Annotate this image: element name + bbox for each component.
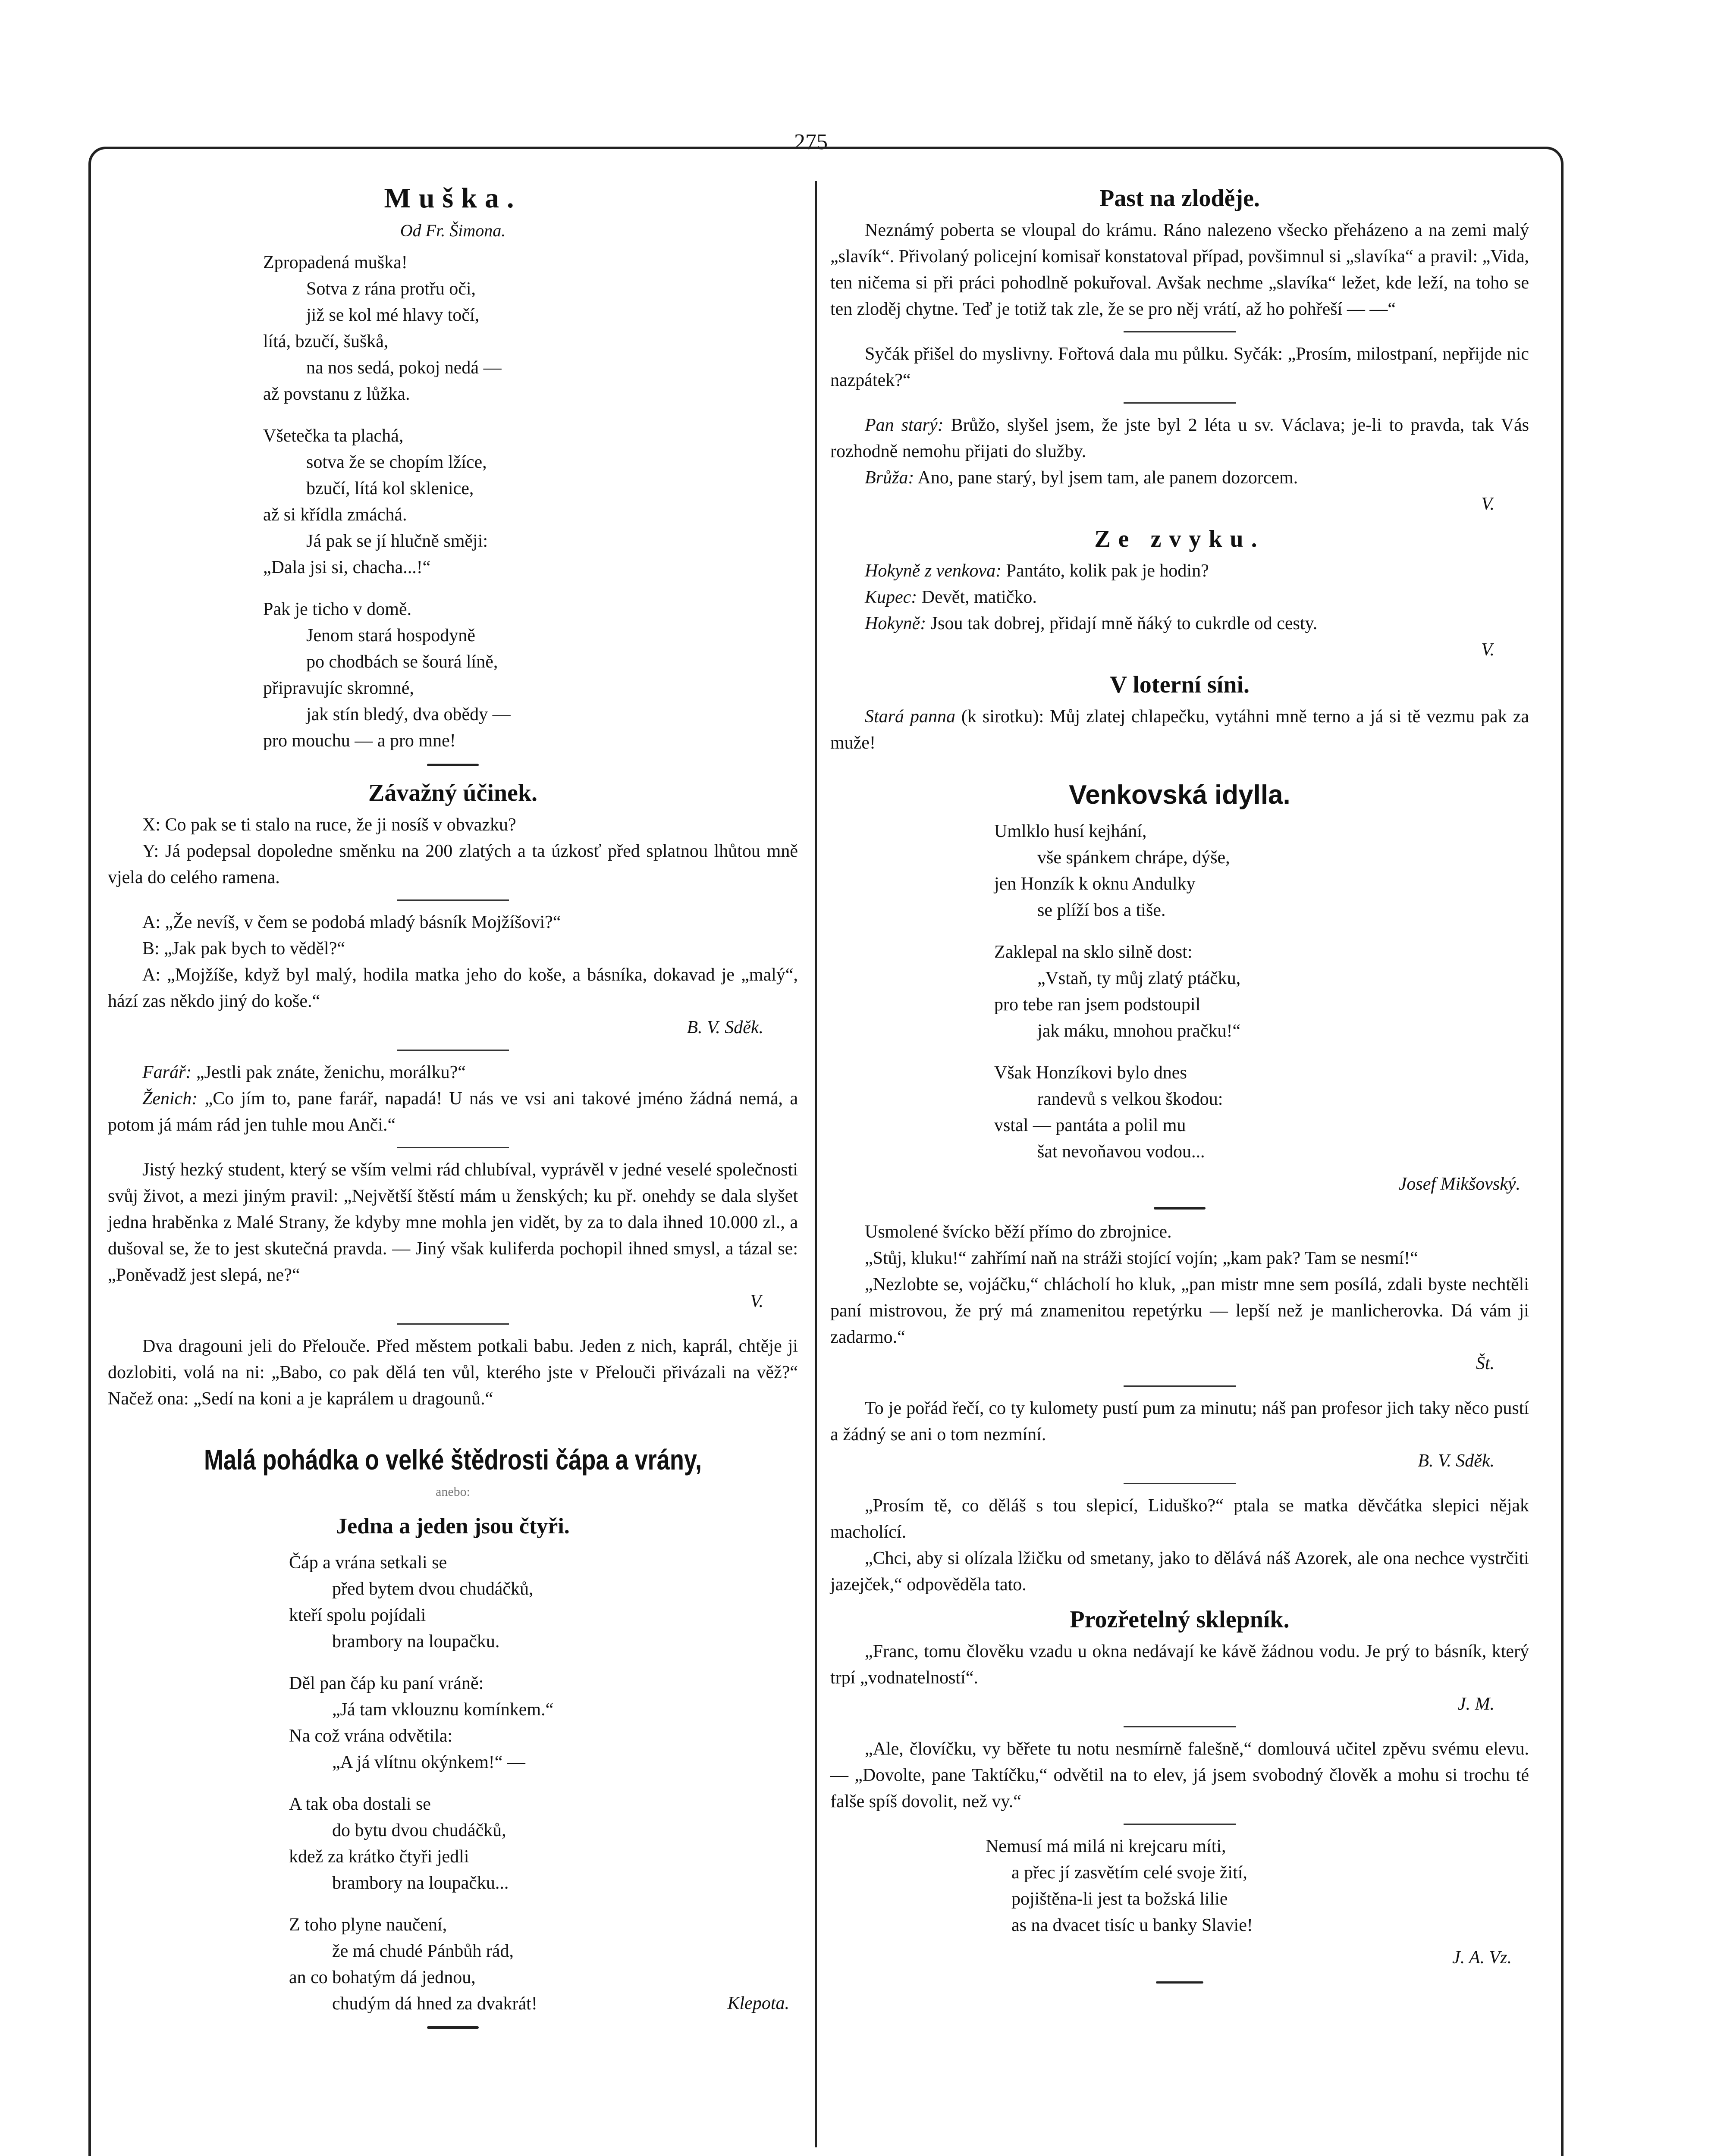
mojzis-b: B: „Jak pak bych to věděl?“ — [142, 939, 345, 959]
zvyku-line-2 — [830, 584, 1529, 611]
poem-line: Pak je ticho v domě. — [263, 599, 412, 619]
poem-line: jak máku, mnohou pračku!“ — [1037, 1021, 1241, 1041]
poem-line: chudým dá hned za dvakrát! — [332, 1994, 537, 2014]
sklepnik-signature: J. M. — [1457, 1694, 1495, 1714]
poem-line: připravujíc skromné, — [263, 678, 414, 698]
poem-line: „Dala jsi si, chacha...!“ — [263, 558, 431, 577]
zavazny-x: X: Co pak se ti stalo na ruce, že ji nosíš v obvazku? — [142, 815, 516, 835]
speech: Jsou tak dobrej, přidají mně ňáký to cukrdle od cesty. — [930, 614, 1318, 633]
bruza-line-1 — [830, 412, 1529, 465]
rule-divider — [1124, 1726, 1236, 1727]
nemusi-signature: J. A. Vz. — [1452, 1948, 1512, 1968]
taktik-text: „Ale, človíčku, vy běřete tu notu nesmírně falešně,“ domlouvá učitel zpěvu svému elevu. — „Dovolte, pane Taktíčku,“ odvětil na to elev, já jsem svobodný člověk a mohu si trochu té falše spíš dovolit, než vy.“ — [830, 1739, 1529, 1811]
rule-divider — [397, 899, 509, 901]
mojzis-a1: A: „Že nevíš, v čem se podobá mladý básník Mojžíšovi?“ — [142, 912, 561, 932]
poem-line: as na dvacet tisíc u banky Slavie! — [1011, 1915, 1253, 1935]
speaker-name: Stará panna — [865, 707, 955, 727]
svicko-p1: Usmolené švícko běží přímo do zbrojnice. — [865, 1222, 1172, 1242]
sklepnik-title: Prozřetelný sklepník. — [1070, 1606, 1290, 1633]
muska-title: Muška. — [384, 182, 522, 214]
speaker-name: Farář: — [142, 1062, 192, 1082]
poem-line: Umlklo husí kejhání, — [994, 821, 1147, 841]
poem-line: „Vstaň, ty můj zlatý ptáčku, — [1037, 968, 1241, 988]
poem-line: kdež za krátko čtyři jedli — [289, 1847, 469, 1867]
past-title: Past na zloděje. — [1099, 185, 1260, 212]
poem-line: až povstanu z lůžka. — [263, 384, 410, 404]
poem-line: pro tebe ran jsem podstoupil — [994, 995, 1201, 1015]
poem-line: pojištěna-li jest ta božská lilie — [1011, 1889, 1228, 1909]
rule-divider — [1124, 1483, 1236, 1484]
zavazny-y: Y: Já podepsal dopoledne směnku na 200 zlatých a ta úzkosť před splatnou lhůtou mně vjela do celého ramena. — [108, 841, 798, 887]
zvyku-line-1 — [830, 558, 1529, 584]
poem-line: před bytem dvou chudáčků, — [332, 1579, 534, 1599]
poem-line: sotva že se chopím lžíce, — [306, 452, 487, 472]
mojzis-a2: A: „Mojžíše, když byl malý, hodila matka jeho do koše, a básníka, dokavad je „malý“, hází zas někdo jiný do koše.“ — [108, 965, 798, 1011]
pum-text: To je pořád řečí, co ty kulomety pustí pum za minutu; náš pan profesor jich taky něco pustí a žádný se ani o tom nezmíní. — [830, 1398, 1529, 1445]
zvyku-title: Ze zvyku. — [1094, 526, 1265, 552]
sklepnik-text: „Franc, tomu člověku vzadu u okna nedávají ke kávě žádnou vodu. Je prý to básník, který trpí „vodnatelností“. — [830, 1642, 1529, 1688]
pohadka-anebo: anebo: — [436, 1485, 470, 1499]
poem-line: brambory na loupačku. — [332, 1632, 500, 1651]
speaker-name: Hokyně z venkova: — [865, 561, 1002, 581]
poem-line: Děl pan čáp ku paní vráně: — [289, 1673, 484, 1693]
poem-line: Sotva z rána protřu oči, — [306, 279, 476, 299]
poem-line: že má chudé Pánbůh rád, — [332, 1941, 514, 1961]
poem-line: Jenom stará hospodyně — [306, 626, 475, 646]
speech: Pantáto, kolik pak je hodin? — [1006, 561, 1209, 581]
speaker-name: Hokyně: — [865, 614, 926, 633]
speech: Brůžo, slyšel jsem, že jste byl 2 léta u sv. Václava; je-li to pravda, tak Vás rozhodně nemohu přijati do služby. — [830, 415, 1529, 461]
nemusi-poem — [830, 1833, 1529, 1939]
poem-line: randevů s velkou škodou: — [1037, 1089, 1223, 1109]
muska-poem — [108, 250, 798, 754]
speech: (k sirotku): Můj zlatej chlapečku, vytáhni mně terno a já si tě vezmu pak za muže! — [830, 707, 1529, 753]
poem-line: Všetečka ta plachá, — [263, 426, 404, 446]
rule-divider — [1124, 1824, 1236, 1825]
lidusko-p2: „Chci, aby si olízala lžičku od smetany, jako to dělává náš Azorek, ale ona nechce vystrčiti jazejček,“ odpověděla tato. — [830, 1548, 1529, 1595]
lidusko-p1: „Prosím tě, co děláš s tou slepicí, Liduško?“ ptala se matka děvčátka slepici nějak macholící. — [830, 1496, 1529, 1542]
student-signature: V. — [750, 1291, 763, 1311]
page-number: 275 — [794, 130, 828, 154]
zvyku-signature: V. — [1481, 640, 1495, 660]
poem-line: A tak oba dostali se — [289, 1794, 431, 1814]
svicko-p2: „Stůj, kluku!“ zahřímí naň na stráži stojící vojín; „kam pak? Tam se nesmí!“ — [865, 1248, 1418, 1268]
speech: „Jestli pak znáte, ženichu, morálku?“ — [196, 1062, 466, 1082]
poem-line: brambory na loupačku... — [332, 1873, 509, 1893]
speech: „Co jím to, pane farář, napadá! U nás ve vsi ani takové jméno žádná nemá, a potom já mám rád jen tuhle mou Anči.“ — [108, 1089, 798, 1135]
rule-divider — [1124, 402, 1236, 404]
poem-line: Čáp a vrána setkali se — [289, 1553, 447, 1573]
speech: Devět, matičko. — [921, 587, 1037, 607]
poem-line: jen Honzík k oknu Andulky — [994, 874, 1196, 894]
pum-signature: B. V. Sděk. — [1418, 1451, 1495, 1471]
ornament-divider — [1156, 1981, 1203, 1984]
poem-line: lítá, bzučí, šuškå, — [263, 332, 389, 351]
poem-line: na nos sedá, pokoj nedá — — [306, 358, 502, 378]
bruza-signature: V. — [1481, 494, 1495, 514]
poem-line: bzučí, lítá kol sklenice, — [306, 479, 474, 498]
ornament-divider — [427, 764, 479, 766]
loterni-text — [830, 704, 1529, 756]
poem-line: šat nevoňavou vodou... — [1037, 1142, 1205, 1162]
past-text: Neznámý poberta se vloupal do krámu. Ráno nalezeno všecko přeházeno a na zemi malý „slavík“. Přivolaný policejní komisař konstatoval případ, povšimnul si „slavíka“ a pravil: „Vida, ten ničema si při práci pohodlně pokuřoval. Avšak nechme „slavíka“ ležet, kde leží, na toho se ten zloděj chytne. Teď je totiž tak zle, že se pro něj vrátí, až ho pohřeší — —“ — [830, 220, 1529, 319]
poem-line: a přec jí zasvětím celé svoje žití, — [1011, 1863, 1247, 1883]
right-column — [830, 177, 1529, 1994]
pohadka-subtitle: Jedna a jeden jsou čtyři. — [336, 1514, 570, 1539]
pohadka-title: Malá pohádka o velké štědrosti čápa a vrány, — [204, 1444, 702, 1476]
poem-line: již se kol mé hlavy točí, — [306, 305, 480, 325]
speaker-name: Brůža: — [865, 468, 914, 488]
poem-line: an co bohatým dá jednou, — [289, 1968, 476, 1987]
poem-line: se plíží bos a tiše. — [1037, 900, 1166, 920]
pohadka-signature: Klepota. — [727, 1993, 789, 2013]
pohadka-poem — [108, 1550, 798, 2017]
column-divider — [815, 181, 817, 2147]
poem-line: Zpropadená muška! — [263, 253, 408, 273]
rule-divider — [1124, 331, 1236, 332]
farar-answer — [108, 1086, 798, 1138]
student-anecdote: Jistý hezký student, který se vším velmi rád chlubíval, vyprávěl v jedné veselé společnosti svůj život, a mezi jiným pravil: „Největší štěstí mám u ženských; ku př. onehdy se dala slyšet jedna hraběnka z Malé Strany, že kdyby mne mohla jen vidět, by za to dala ihned 10.000 zl., a dušoval se, že to jest skutečná pravda. — Jiný však kuliferda pochopil ihned smysl, a tázal se: „Poněvadž jest slepá, ne?“ — [108, 1160, 798, 1285]
poem-line: vstal — pantáta a polil mu — [994, 1116, 1186, 1135]
rule-divider — [397, 1323, 509, 1325]
poem-line: „A já vlítnu okýnkem!“ — — [332, 1752, 525, 1772]
muska-author: Od Fr. Šimona. — [400, 221, 506, 240]
poem-line: Na což vrána odvětila: — [289, 1726, 452, 1746]
idylla-signature: Josef Mikšovský. — [1398, 1174, 1520, 1194]
poem-line: Já pak se jí hlučně směji: — [306, 531, 488, 551]
speaker-name: Kupec: — [865, 587, 917, 607]
poem-line: Z toho plyne naučení, — [289, 1915, 447, 1935]
poem-line: jak stín bledý, dva obědy — — [306, 705, 511, 724]
poem-line: vše spánkem chrápe, dýše, — [1037, 848, 1230, 868]
poem-line: „Já tam vklouznu komínkem.“ — [332, 1700, 554, 1720]
zvyku-line-3 — [830, 611, 1529, 637]
bruza-line-2 — [830, 465, 1529, 491]
sycak-text: Syčák přišel do myslivny. Fořtová dala mu půlku. Syčák: „Prosím, milostpaní, nepřijde nic nazpátek?“ — [830, 344, 1529, 390]
svicko-p3: „Nezlobte se, vojáčku,“ chlácholí ho kluk, „pan mistr mne sem posílá, zdali byste nechtěli paní mistrovou, že prý má znamenitou repetýrku — lepší než je manlicherovka. Dá vám ji zadarmo.“ — [830, 1275, 1529, 1347]
poem-line: kteří spolu pojídali — [289, 1605, 426, 1625]
poem-line: do bytu dvou chudáčků, — [332, 1821, 506, 1840]
speech: Ano, pane starý, byl jsem tam, ale panem dozorcem. — [917, 468, 1298, 488]
mojzis-signature: B. V. Sděk. — [687, 1018, 763, 1037]
poem-line: Nemusí má milá ni krejcaru míti, — [986, 1836, 1226, 1856]
rule-divider — [397, 1050, 509, 1051]
rule-divider — [397, 1147, 509, 1148]
idylla-title: Venkovská idylla. — [1069, 780, 1290, 810]
poem-line: až si křídla zmáchá. — [263, 505, 407, 525]
speaker-name: Pan starý: — [865, 415, 944, 435]
rule-divider — [1124, 1385, 1236, 1387]
poem-line: Však Honzíkovi bylo dnes — [994, 1063, 1187, 1083]
poem-line: Zaklepal na sklo silně dost: — [994, 942, 1193, 962]
poem-line: pro mouchu — a pro mne! — [263, 731, 456, 751]
idylla-poem — [830, 818, 1529, 1165]
left-column — [108, 177, 798, 2038]
farar-question — [108, 1059, 798, 1086]
loterni-title: V loterní síni. — [1109, 671, 1250, 698]
poem-line: po chodbách se šourá líně, — [306, 652, 498, 672]
dragouni-anecdote: Dva dragouni jeli do Přelouče. Před městem potkali babu. Jeden z nich, kaprál, chtěje ji dozlobiti, volá na ni: „Babo, co pak dělá ten vůl, kterého jste v Přelouči přivázali na věž?“ Načež ona: „Sedí na koni a je kaprálem u dragounů.“ — [108, 1336, 798, 1409]
zavazny-title: Závažný účinek. — [368, 780, 538, 806]
speaker-name: Ženich: — [142, 1089, 198, 1109]
ornament-divider — [427, 2026, 479, 2029]
svicko-signature: Št. — [1476, 1354, 1495, 1373]
ornament-divider — [1154, 1207, 1206, 1210]
